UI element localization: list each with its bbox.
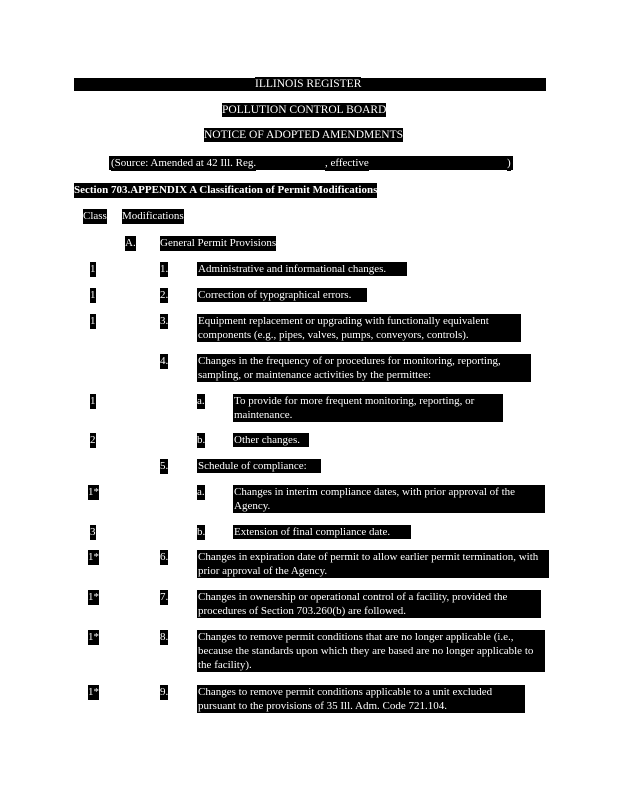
row-number: 4. [160, 355, 169, 367]
row-sub: b. [197, 526, 206, 538]
row-text: Correction of typographical errors. [197, 288, 367, 302]
row-text: Changes in interim compliance dates, with prior approval of the Agency. [233, 485, 545, 513]
register-title: ILLINOIS REGISTER [255, 78, 362, 90]
row-text: Changes in the frequency of or procedures for monitoring, reporting, sampling, or maintenance activities by the permittee: [197, 354, 531, 382]
row-number: 9. [160, 686, 169, 698]
source-close: ) [507, 157, 511, 169]
row-class: 1 [90, 263, 96, 275]
row-sub: a. [197, 486, 205, 498]
row-text: Extension of final compliance date. [233, 525, 411, 539]
notice-title: NOTICE OF ADOPTED AMENDMENTS [204, 129, 404, 141]
row-class: 1* [88, 591, 99, 603]
row-text: Equipment replacement or upgrading with functionally equivalent components (e.g., pipes, valves, pumps, conveyors, controls). [197, 314, 521, 342]
row-text: Changes in ownership or operational control of a facility, provided the procedures of Section 703.260(b) are followed. [197, 590, 541, 618]
source-effective: , effective [325, 157, 369, 169]
row-number: 5. [160, 460, 169, 472]
row-class: 1* [88, 631, 99, 643]
row-text: Other changes. [233, 433, 309, 447]
group-letter: A. [125, 237, 136, 249]
row-class: 1 [90, 315, 96, 327]
board-title: POLLUTION CONTROL BOARD [222, 104, 387, 116]
row-number: 8. [160, 631, 169, 643]
row-text: Schedule of compliance: [197, 459, 321, 473]
column-class: Class [83, 210, 107, 222]
row-number: 1. [160, 263, 169, 275]
row-text: Changes to remove permit conditions applicable to a unit excluded pursuant to the provisions of 35 Ill. Adm. Code 721.104. [197, 685, 525, 713]
row-number: 3. [160, 315, 169, 327]
row-class: 1* [88, 686, 99, 698]
row-number: 2. [160, 289, 169, 301]
row-sub: a. [197, 395, 205, 407]
row-text: Changes to remove permit conditions that are no longer applicable (i.e., because the standards upon which they are based are no longer applicable to the facility). [197, 630, 545, 672]
section-title: Section 703.APPENDIX A Classification of Permit Modifications [74, 184, 378, 196]
row-class: 3 [90, 526, 96, 538]
row-text: To provide for more frequent monitoring, reporting, or maintenance. [233, 394, 503, 422]
row-class: 1 [90, 395, 96, 407]
row-number: 6. [160, 551, 169, 563]
row-class: 1* [88, 486, 99, 498]
row-sub: b. [197, 434, 206, 446]
column-modifications: Modifications [122, 210, 184, 222]
row-class: 1* [88, 551, 99, 563]
row-text: Changes in expiration date of permit to allow earlier permit termination, with prior approval of the Agency. [197, 550, 549, 578]
row-class: 2 [90, 434, 96, 446]
source-text: (Source: Amended at 42 Ill. Reg. [111, 157, 257, 169]
group-title: General Permit Provisions [160, 237, 277, 249]
row-class: 1 [90, 289, 96, 301]
row-number: 7. [160, 591, 169, 603]
row-text: Administrative and informational changes. [197, 262, 407, 276]
